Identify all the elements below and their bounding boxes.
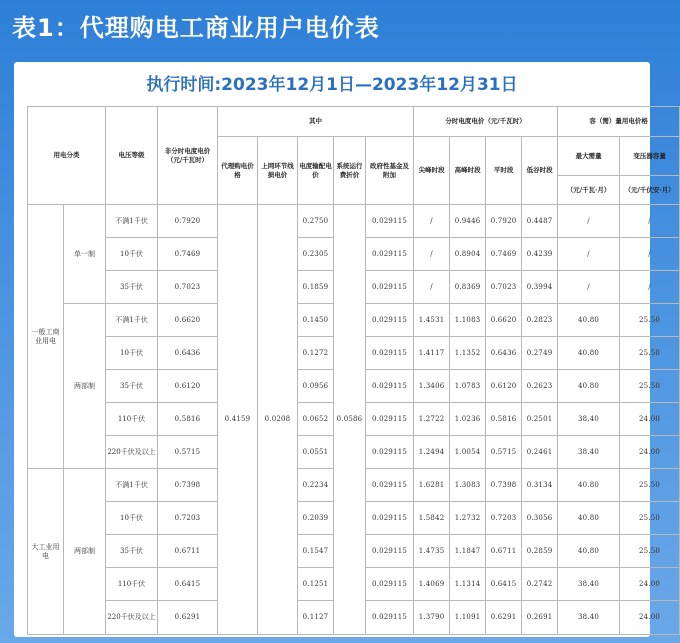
- cell-flat: 0.6415: [486, 568, 522, 601]
- cell-distribution-price: 0.0652: [298, 403, 334, 436]
- cell-gov-fund: 0.029115: [366, 502, 414, 535]
- tariff-table: [27, 106, 680, 635]
- cell-valley: 0.2742: [522, 568, 558, 601]
- cell-max-demand: 40.80: [558, 370, 620, 403]
- cell-peak: 0.9446: [450, 205, 486, 238]
- cell-purchase-price: 0.4159: [218, 205, 258, 635]
- header-gov-fund: 政府性基金及附加: [366, 137, 414, 205]
- header-peak: 高峰时段: [450, 137, 486, 205]
- cell-transformer: 25.50: [620, 502, 680, 535]
- header-capacity-group: 容（需）量用电价格: [558, 107, 680, 137]
- cell-gov-fund: 0.029115: [366, 370, 414, 403]
- cell-max-demand: 38.40: [558, 601, 620, 635]
- cell-sharp-peak: 1.6281: [414, 469, 450, 502]
- cell-max-demand: 40.80: [558, 535, 620, 568]
- cell-transformer: 24.00: [620, 568, 680, 601]
- cell-voltage: 35千伏: [106, 271, 158, 304]
- cell-distribution-price: 0.1127: [298, 601, 334, 635]
- header-transformer-unit: （元/千伏安·月）: [620, 176, 680, 205]
- header-voltage: 电压等级: [106, 107, 158, 205]
- cell-max-demand: 40.80: [558, 304, 620, 337]
- cell-unit-price: 0.5816: [158, 403, 218, 436]
- cell-transformer: /: [620, 271, 680, 304]
- cell-voltage: 110千伏: [106, 568, 158, 601]
- cell-valley: 0.2859: [522, 535, 558, 568]
- cell-gov-fund: 0.029115: [366, 601, 414, 635]
- cell-voltage: 不满1千伏: [106, 205, 158, 238]
- cell-distribution-price: 0.0551: [298, 436, 334, 469]
- cell-distribution-price: 0.2750: [298, 205, 334, 238]
- cell-valley: 0.4239: [522, 238, 558, 271]
- cell-unit-price: 0.5715: [158, 436, 218, 469]
- cell-max-demand: 38.40: [558, 436, 620, 469]
- cell-peak: 0.8904: [450, 238, 486, 271]
- header-system-cost: 系统运行费折价: [334, 137, 366, 205]
- cell-distribution-price: 0.1547: [298, 535, 334, 568]
- cell-transformer: 24.00: [620, 601, 680, 635]
- cell-distribution-price: 0.1859: [298, 271, 334, 304]
- cell-max-demand: /: [558, 238, 620, 271]
- cell-valley: 0.2823: [522, 304, 558, 337]
- cell-peak: 0.8369: [450, 271, 486, 304]
- cell-sharp-peak: 1.4531: [414, 304, 450, 337]
- cell-unit-price: 0.7920: [158, 205, 218, 238]
- header-max-demand: 最大需量: [558, 137, 620, 176]
- cell-peak: 1.1352: [450, 337, 486, 370]
- header-sharp-peak: 尖峰时段: [414, 137, 450, 205]
- header-distribution-price: 电度输配电价: [298, 137, 334, 205]
- cell-voltage: 110千伏: [106, 403, 158, 436]
- cell-unit-price: 0.6291: [158, 601, 218, 635]
- cell-flat: 0.7023: [486, 271, 522, 304]
- cell-peak: 1.0783: [450, 370, 486, 403]
- cell-gov-fund: 0.029115: [366, 436, 414, 469]
- header-transmission-loss: 上网环节线损电价: [258, 137, 298, 205]
- header-tou-group: 分时电度电价（元/千瓦时）: [414, 107, 558, 137]
- cell-transmission-loss: 0.0208: [258, 205, 298, 635]
- cell-voltage: 不满1千伏: [106, 469, 158, 502]
- cell-unit-price: 0.7469: [158, 238, 218, 271]
- cell-transformer: 24.00: [620, 403, 680, 436]
- cell-max-demand: 38.40: [558, 403, 620, 436]
- header-transformer-capacity: 变压器容量: [620, 137, 680, 176]
- cell-flat: 0.6291: [486, 601, 522, 635]
- cell-max-demand: 40.80: [558, 337, 620, 370]
- cell-transformer: 25.50: [620, 535, 680, 568]
- cell-flat: 0.7203: [486, 502, 522, 535]
- cell-transformer: 24.00: [620, 436, 680, 469]
- cell-flat: 0.7398: [486, 469, 522, 502]
- cell-unit-price: 0.6436: [158, 337, 218, 370]
- cell-peak: 1.0054: [450, 436, 486, 469]
- header-max-demand-unit: （元/千瓦·月）: [558, 176, 620, 205]
- header-category: 用电分类: [28, 107, 106, 205]
- cell-sharp-peak: 1.4117: [414, 337, 450, 370]
- cell-unit-price: 0.7203: [158, 502, 218, 535]
- cell-flat: 0.6711: [486, 535, 522, 568]
- cell-voltage: 10千伏: [106, 238, 158, 271]
- cell-voltage: 220千伏及以上: [106, 436, 158, 469]
- cell-flat: 0.6620: [486, 304, 522, 337]
- cell-gov-fund: 0.029115: [366, 568, 414, 601]
- cell-flat: 0.6436: [486, 337, 522, 370]
- cell-system-cost: 0.0586: [334, 205, 366, 635]
- cell-valley: 0.2461: [522, 436, 558, 469]
- cell-voltage: 220千伏及以上: [106, 601, 158, 635]
- cell-sharp-peak: 1.3406: [414, 370, 450, 403]
- cell-unit-price: 0.6120: [158, 370, 218, 403]
- cell-valley: 0.2501: [522, 403, 558, 436]
- cell-peak: 1.1847: [450, 535, 486, 568]
- cell-max-demand: /: [558, 271, 620, 304]
- header-unit-price: 非分时电度电价（元/千瓦时）: [158, 107, 218, 205]
- cell-flat: 0.6120: [486, 370, 522, 403]
- cell-valley: 0.2749: [522, 337, 558, 370]
- header-purchase-price: 代理购电价格: [218, 137, 258, 205]
- cell-sharp-peak: 1.4069: [414, 568, 450, 601]
- cell-valley: 0.3134: [522, 469, 558, 502]
- cell-peak: 1.1083: [450, 304, 486, 337]
- cell-sharp-peak: /: [414, 271, 450, 304]
- cell-sharp-peak: /: [414, 205, 450, 238]
- page-title: 表1：代理购电工商业用户电价表: [12, 14, 380, 42]
- cell-valley: 0.2623: [522, 370, 558, 403]
- subgroup-single: 单一制: [64, 205, 106, 304]
- group-general: 一般工商业用电: [28, 205, 64, 469]
- cell-distribution-price: 0.2234: [298, 469, 334, 502]
- cell-flat: 0.5816: [486, 403, 522, 436]
- cell-peak: 1.0236: [450, 403, 486, 436]
- cell-unit-price: 0.6711: [158, 535, 218, 568]
- cell-transformer: 25.50: [620, 304, 680, 337]
- cell-distribution-price: 0.1251: [298, 568, 334, 601]
- cell-sharp-peak: 1.4735: [414, 535, 450, 568]
- cell-distribution-price: 0.0956: [298, 370, 334, 403]
- cell-flat: 0.5715: [486, 436, 522, 469]
- cell-distribution-price: 0.2305: [298, 238, 334, 271]
- cell-gov-fund: 0.029115: [366, 238, 414, 271]
- cell-unit-price: 0.7023: [158, 271, 218, 304]
- cell-transformer: 25.50: [620, 469, 680, 502]
- cell-voltage: 10千伏: [106, 337, 158, 370]
- cell-sharp-peak: 1.3790: [414, 601, 450, 635]
- cell-gov-fund: 0.029115: [366, 469, 414, 502]
- cell-unit-price: 0.6620: [158, 304, 218, 337]
- cell-gov-fund: 0.029115: [366, 535, 414, 568]
- cell-unit-price: 0.7398: [158, 469, 218, 502]
- cell-sharp-peak: 1.2722: [414, 403, 450, 436]
- cell-sharp-peak: 1.5842: [414, 502, 450, 535]
- cell-transformer: 25.50: [620, 337, 680, 370]
- cell-distribution-price: 0.1272: [298, 337, 334, 370]
- cell-sharp-peak: 1.2494: [414, 436, 450, 469]
- cell-flat: 0.7469: [486, 238, 522, 271]
- header-valley: 低谷时段: [522, 137, 558, 205]
- cell-transformer: /: [620, 205, 680, 238]
- cell-max-demand: 38.40: [558, 568, 620, 601]
- cell-transformer: /: [620, 238, 680, 271]
- cell-gov-fund: 0.029115: [366, 304, 414, 337]
- cell-gov-fund: 0.029115: [366, 337, 414, 370]
- table-row: [28, 205, 680, 238]
- cell-unit-price: 0.6415: [158, 568, 218, 601]
- cell-distribution-price: 0.2039: [298, 502, 334, 535]
- cell-valley: 0.3994: [522, 271, 558, 304]
- cell-voltage: 10千伏: [106, 502, 158, 535]
- cell-voltage: 不满1千伏: [106, 304, 158, 337]
- cell-gov-fund: 0.029115: [366, 271, 414, 304]
- cell-max-demand: 40.80: [558, 502, 620, 535]
- cell-voltage: 35千伏: [106, 535, 158, 568]
- cell-peak: 1.1314: [450, 568, 486, 601]
- cell-sharp-peak: /: [414, 238, 450, 271]
- cell-valley: 0.3056: [522, 502, 558, 535]
- cell-flat: 0.7920: [486, 205, 522, 238]
- header-flat: 平时段: [486, 137, 522, 205]
- tariff-card: [14, 62, 675, 637]
- cell-peak: 1.1091: [450, 601, 486, 635]
- cell-distribution-price: 0.1450: [298, 304, 334, 337]
- subgroup-two-part-general: 两部制: [64, 304, 106, 469]
- subgroup-two-part-large: 两部制: [64, 469, 106, 635]
- cell-voltage: 35千伏: [106, 370, 158, 403]
- cell-max-demand: 40.80: [558, 469, 620, 502]
- cell-gov-fund: 0.029115: [366, 403, 414, 436]
- header-of-which: 其中: [218, 107, 414, 137]
- cell-gov-fund: 0.029115: [366, 205, 414, 238]
- cell-valley: 0.4487: [522, 205, 558, 238]
- execution-period: 执行时间:2023年12月1日—2023年12月31日: [146, 75, 518, 95]
- cell-peak: 1.2732: [450, 502, 486, 535]
- group-large: 大工业用电: [28, 469, 64, 635]
- cell-transformer: 25.50: [620, 370, 680, 403]
- cell-valley: 0.2691: [522, 601, 558, 635]
- cell-max-demand: /: [558, 205, 620, 238]
- cell-peak: 1.3083: [450, 469, 486, 502]
